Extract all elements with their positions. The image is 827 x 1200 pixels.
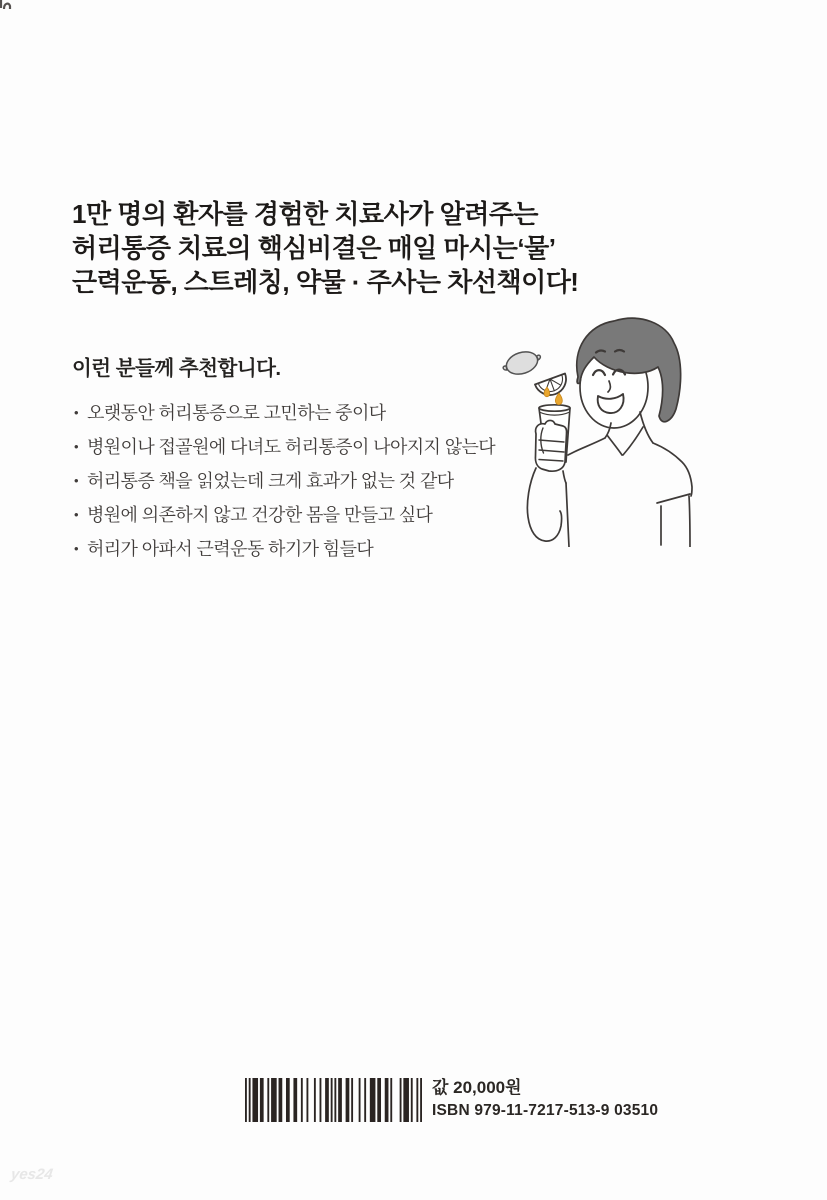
isbn-label: ISBN 979-11-7217-513-9 03510 [432, 1102, 659, 1119]
recommend-item: • 허리통증 책을 읽었는데 크게 효과가 없는 것 같다 [74, 465, 495, 499]
headline-line-3: 근력운동, 스트레칭, 약물 · 주사는 차선책이다! [72, 267, 579, 297]
lemon-wedge-icon [535, 374, 571, 400]
recommend-item: • 병원에 의존하지 않고 건강한 몸을 만들고 싶다 [74, 499, 495, 533]
headline-line-1: 1만 명의 환자를 경험한 치료사가 알려주는 [72, 199, 539, 229]
recommend-item: • 오랫동안 허리통증으로 고민하는 중이다 [74, 397, 495, 431]
recommend-title: 이런 분들께 추천합니다. [72, 357, 281, 380]
hand [535, 420, 566, 471]
recommend-item: • 병원이나 접골원에 다녀도 허리통증이 나아지지 않는다 [74, 431, 495, 465]
barcode [245, 1078, 422, 1122]
recommend-list [74, 397, 495, 567]
watermark-yes24: yes24 [9, 1166, 54, 1183]
corner-artifact [0, 0, 14, 11]
man-drinking-lemon-water-illustration [490, 315, 715, 547]
headline [72, 197, 578, 299]
price-label: 값 20,000원 [432, 1078, 522, 1097]
lemon-icon [500, 347, 544, 379]
headline-line-2: 허리통증 치료의 핵심비결은 매일 마시는‘물’ [72, 233, 556, 263]
recommend-item: • 허리가 아파서 근력운동 하기가 힘들다 [74, 533, 495, 567]
